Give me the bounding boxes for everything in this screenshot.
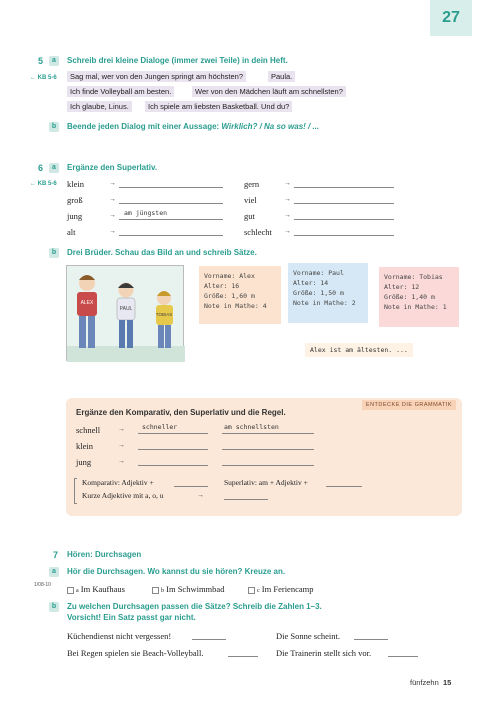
answer-line[interactable] (119, 187, 223, 188)
adjective-word: gern (244, 179, 260, 189)
exercise-7a-badge: a (49, 567, 59, 577)
card-line: Alter: 14 (293, 279, 329, 287)
grammar-title: Ergänze den Komparativ, den Superlativ und die Regel. (76, 408, 286, 417)
shirt-label-alex: ALEX (80, 300, 94, 306)
grammar-box (66, 398, 462, 516)
footer-word: fünfzehn (410, 678, 439, 687)
example-superlative: am schnellsten (224, 423, 279, 431)
dialog-chip: Ich finde Volleyball am besten. (67, 86, 174, 97)
answer-line[interactable] (388, 656, 418, 657)
adjective-word: gut (244, 211, 255, 221)
grammar-word: jung (76, 457, 92, 467)
option-a[interactable] (67, 584, 125, 594)
info-card-alex (199, 266, 281, 324)
info-card-paul (288, 263, 368, 323)
card-line: Note in Mathe: 4 (204, 302, 267, 310)
rule-comparative: Komparativ: Adjektiv + (82, 478, 154, 487)
option-letter: b (161, 588, 164, 594)
example-sentence: Alex ist am ältesten. ... (305, 343, 413, 357)
sentence: Küchendienst nicht vergessen! (67, 631, 172, 641)
checkbox-a[interactable] (67, 587, 74, 594)
exercise-7b-task-2: Vorsicht! Ein Satz passt gar nicht. (67, 613, 196, 622)
arrow-icon: → (284, 196, 291, 203)
exercise-7b-task-1: Zu welchen Durchsagen passen die Sätze? Schreib die Zahlen 1–3. (67, 602, 322, 611)
checkbox-c[interactable] (248, 587, 255, 594)
option-b[interactable] (152, 584, 224, 594)
exercise-5b-task (67, 122, 319, 131)
answer-line[interactable] (326, 486, 362, 487)
option-letter: c (257, 588, 260, 594)
brothers-drawing (67, 266, 185, 362)
arrow-icon: → (284, 180, 291, 187)
answer-line[interactable] (138, 449, 208, 450)
exercise-7-title: Hören: Durchsagen (67, 550, 142, 559)
answer-line[interactable] (228, 656, 258, 657)
answer-line[interactable] (119, 235, 223, 236)
arrow-icon: → (118, 458, 125, 465)
exercise-6a-task: Ergänze den Superlativ. (67, 163, 158, 172)
grammar-tag: ENTDECKE DIE GRAMMATIK (362, 400, 456, 410)
exercise-7-number: 7 (53, 550, 59, 560)
answer-line[interactable] (294, 187, 394, 188)
page-number-box (430, 0, 472, 36)
answer-line[interactable] (354, 639, 388, 640)
rule-umlaut: Kurze Adjektive mit a, o, u (82, 491, 164, 500)
info-card-tobias (379, 267, 459, 327)
answer-line[interactable] (192, 639, 226, 640)
sentence: Die Sonne scheint. (276, 631, 340, 641)
exercise-7b-badge: b (49, 602, 59, 612)
answer-line[interactable] (138, 433, 208, 434)
card-line: Note in Mathe: 1 (384, 303, 447, 311)
card-line: Alter: 12 (384, 283, 420, 291)
card-line: Note in Mathe: 2 (293, 299, 356, 307)
exercise-5a-task: Schreib drei kleine Dialoge (immer zwei Teile) in dein Heft. (67, 56, 288, 65)
answer-line[interactable] (222, 465, 314, 466)
card-line: Vorname: Tobias (384, 273, 443, 281)
adjective-word: schlecht (244, 227, 272, 237)
option-text: Im Kaufhaus (80, 584, 125, 594)
answer-line[interactable] (294, 235, 394, 236)
exercise-6b-badge: b (49, 248, 59, 258)
arrow-icon: → (197, 492, 204, 499)
arrow-icon: → (118, 442, 125, 449)
dialog-chip: Wer von den Mädchen läuft am schnellsten? (192, 86, 346, 97)
checkbox-b[interactable] (152, 587, 159, 594)
arrow-icon: → (109, 180, 116, 187)
example-comparative: schneller (142, 423, 178, 431)
card-line: Größe: 1,50 m (293, 289, 344, 297)
exercise-6b-task: Drei Brüder. Schau das Bild an und schreib Sätze. (67, 248, 257, 257)
dialog-chip: Ich spiele am liebsten Basketball. Und du? (145, 101, 292, 112)
brothers-illustration (66, 265, 184, 361)
answer-line[interactable] (174, 486, 208, 487)
answer-line[interactable] (222, 449, 314, 450)
example-answer: am jüngsten (124, 209, 168, 217)
arrow-icon: → (284, 228, 291, 235)
exercise-6a-badge: a (49, 163, 59, 173)
card-line: Vorname: Paul (293, 269, 344, 277)
arrow-icon: → (109, 196, 116, 203)
kb-reference-6: ← KB 5-6 (30, 181, 57, 187)
dialog-chip: Sag mal, wer von den Jungen springt am höchsten? (67, 71, 246, 82)
adjective-word: klein (67, 179, 84, 189)
option-c[interactable] (248, 584, 314, 594)
answer-line[interactable] (119, 219, 223, 220)
grammar-word: klein (76, 441, 93, 451)
arrow-icon: → (284, 212, 291, 219)
adjective-word: alt (67, 227, 76, 237)
arrow-icon: → (118, 426, 125, 433)
exercise-6-number: 6 (38, 163, 44, 173)
sentence: Bei Regen spielen sie Beach-Volleyball. (67, 648, 204, 658)
answer-line[interactable] (119, 203, 223, 204)
answer-line[interactable] (294, 219, 394, 220)
option-text: Im Feriencamp (261, 584, 314, 594)
answer-line[interactable] (138, 465, 208, 466)
dialog-chip: Ich glaube, Linus. (67, 101, 132, 112)
answer-line[interactable] (222, 433, 314, 434)
option-letter: a (76, 588, 79, 594)
adjective-word: viel (244, 195, 257, 205)
arrow-icon: → (109, 212, 116, 219)
exercise-7a-task: Hör die Durchsagen. Wo kannst du sie hören? Kreuze an. (67, 567, 286, 576)
page-footer (410, 678, 451, 687)
arrow-icon: → (109, 228, 116, 235)
card-line: Größe: 1,40 m (384, 293, 435, 301)
task-italic: Wirklich? / Na so was! / ... (221, 122, 320, 131)
card-line: Alter: 16 (204, 282, 240, 290)
option-text: Im Schwimmbad (166, 584, 225, 594)
answer-line[interactable] (224, 499, 268, 500)
page-number: 27 (442, 9, 460, 26)
dialog-chip: Paula. (268, 71, 295, 82)
audio-track: 1/08-10 (34, 582, 51, 588)
shirt-label-tobias: TOBIAS (155, 312, 173, 317)
sentence: Die Trainerin stellt sich vor. (276, 648, 372, 658)
answer-line[interactable] (294, 203, 394, 204)
bracket (74, 478, 77, 504)
exercise-5b-badge: b (49, 122, 59, 132)
grammar-word: schnell (76, 425, 101, 435)
card-line: Größe: 1,60 m (204, 292, 255, 300)
kb-reference-5: ← KB 5-6 (30, 75, 57, 81)
task-text: Beende jeden Dialog mit einer Aussage: (67, 122, 220, 131)
footer-page-number: 15 (442, 678, 452, 687)
card-line: Vorname: Alex (204, 272, 255, 280)
adjective-word: groß (67, 195, 83, 205)
shirt-label-paul: PAUL (119, 306, 133, 312)
exercise-5a-badge: a (49, 56, 59, 66)
adjective-word: jung (67, 211, 83, 221)
exercise-5-number: 5 (38, 56, 44, 66)
rule-superlative: Superlativ: am + Adjektiv + (224, 478, 308, 487)
